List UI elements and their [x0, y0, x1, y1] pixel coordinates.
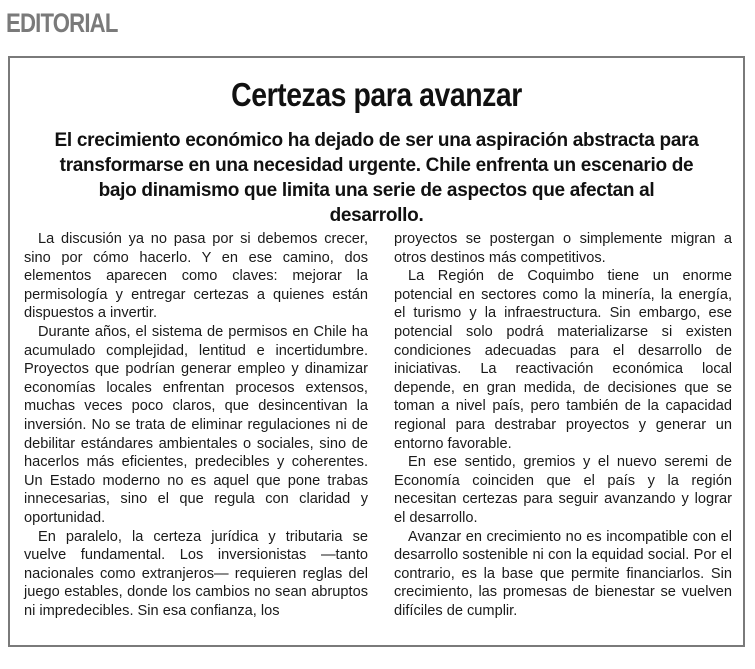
- lede: El crecimiento económico ha dejado de ser una aspiración abstracta para transformarse en una necesidad urgente. Chile enfrenta un escenario de bajo dinamismo que limita una serie de aspectos que afectan al desarrollo.: [54, 130, 699, 226]
- headline: Certezas para avanzar: [231, 76, 522, 113]
- left-column: [24, 230, 368, 620]
- editorial-frame: [8, 56, 745, 647]
- paragraph-3: En paralelo, la certeza jurídica y tributaria se vuelve fundamental. Los inversionistas —tanto nacionales como extranjeros— requieren reglas del juego estables, donde los cambios no sean abruptos ni impredecibles. Sin esa confianza, los: [24, 528, 368, 619]
- paragraph-6: Avanzar en crecimiento no es incompatible con el desarrollo sostenible ni con la equidad social. Por el contrario, es la base que permite financiarlos. Sin crecimiento, las promesas de bienestar se vuelven difíciles de cumplir.: [394, 528, 732, 619]
- paragraph-4: La Región de Coquimbo tiene un enorme potencial en sectores como la minería, la energía, el turismo y la infraestructura. Sin embargo, ese potencial solo podrá materializarse si existen condiciones adecuadas para el desarrollo de iniciativas. La reactivación económica local depende, en gran medida, de decisiones que se toman a nivel país, pero también de la capacidad regional para destrabar proyectos y generar un entorno favorable.: [394, 268, 732, 452]
- paragraph-1: La discusión ya no pasa por si debemos crecer, sino por cómo hacerlo. Y en ese camino, dos elementos aparecen como claves: mejorar la permisología y entregar certezas a quienes están dispuestos a invertir.: [24, 231, 368, 322]
- paragraph-5: En ese sentido, gremios y el nuevo seremi de Economía coinciden que el país y la región necesitan certezas para seguir avanzando y lograr el desarrollo.: [394, 454, 732, 526]
- paragraph-3-continuation: proyectos se postergan o simplemente migran a otros destinos más competitivos.: [394, 231, 732, 266]
- paragraph-2: Durante años, el sistema de permisos en Chile ha acumulado complejidad, lentitud e incertidumbre. Proyectos que podrían generar empleo y dinamizar economías locales enfrentan procesos extensos, muchas veces poco claros, que desincentivan la inversión. No se trata de eliminar regulaciones ni de debilitar estándares ambientales o sociales, sino de hacerlos más eficientes, predecibles y coherentes. Un Estado moderno no es aquel que pone trabas innecesarias, sino el que regula con claridad y oportunidad.: [24, 323, 368, 526]
- right-column: [394, 230, 732, 620]
- section-label: EDITORIAL: [6, 8, 118, 38]
